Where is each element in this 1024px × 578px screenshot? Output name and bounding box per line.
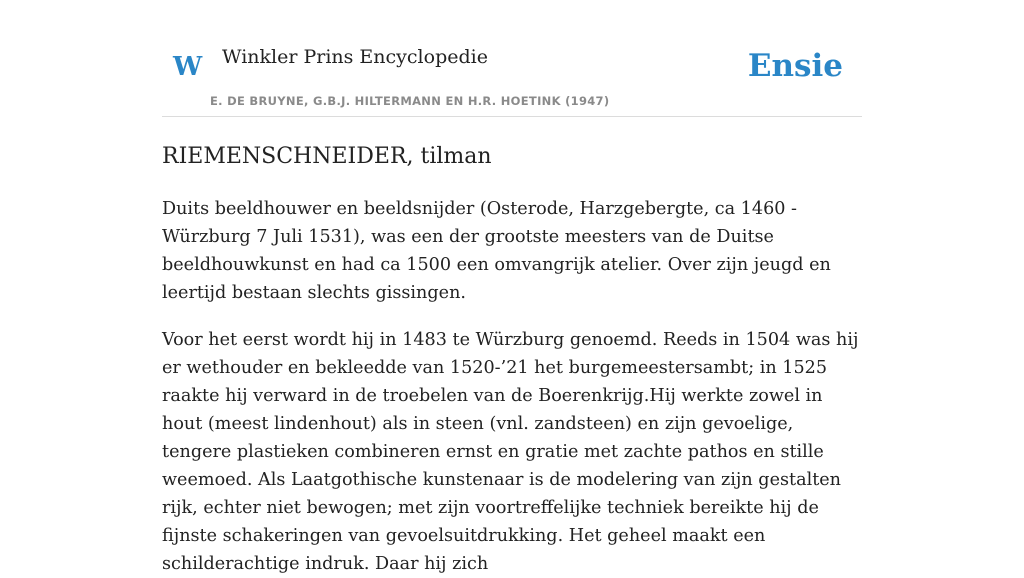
article — [162, 143, 862, 578]
entry-title: RIEMENSCHNEIDER, tilman — [162, 144, 492, 169]
source-title[interactable]: Winkler Prins Encyclopedie — [222, 46, 488, 68]
article-paragraph-1: Duits beeldhouwer en beeldsnijder (Osterode, Harzgebergte, ca 1460 - Würzburg 7 Juli 1531), was een der grootste meesters van de Duitse beeldhouwkunst en had ca 1500 een omvangrijk atelier. Over zijn jeugd en leertijd bestaan slechts gissingen. — [162, 199, 831, 303]
source-authors: E. DE BRUYNE, G.B.J. HILTERMANN EN H.R. HOETINK (1947) — [210, 94, 610, 108]
ensie-logo[interactable]: Ensie — [747, 48, 843, 84]
page-container — [162, 0, 862, 578]
winkler-prins-logo[interactable]: W — [173, 52, 203, 82]
article-paragraph-2: Voor het eerst wordt hij in 1483 te Würzburg genoemd. Reeds in 1504 was hij er wethouder en bekleedde van 1520-’21 het burgemeestersambt; in 1525 raakte hij verward in de troebelen van de Boerenkrijg.Hij werkte zowel in hout (meest lindenhout) als in steen (vnl. zandsteen) en zijn gevoelige, tengere plastieken combineren ernst en gratie met zachte pathos en stille weemoed. Als Laatgothische kunstenaar is de modelering van zijn gestalten rijk, echter niet bewogen; met zijn voortreffelijke techniek bereikte hij de fijnste schakeringen van gevoelsuitdrukking. Het geheel maakt een schilderachtige indruk. Daar hij zich — [162, 330, 859, 574]
site-header — [162, 0, 862, 117]
